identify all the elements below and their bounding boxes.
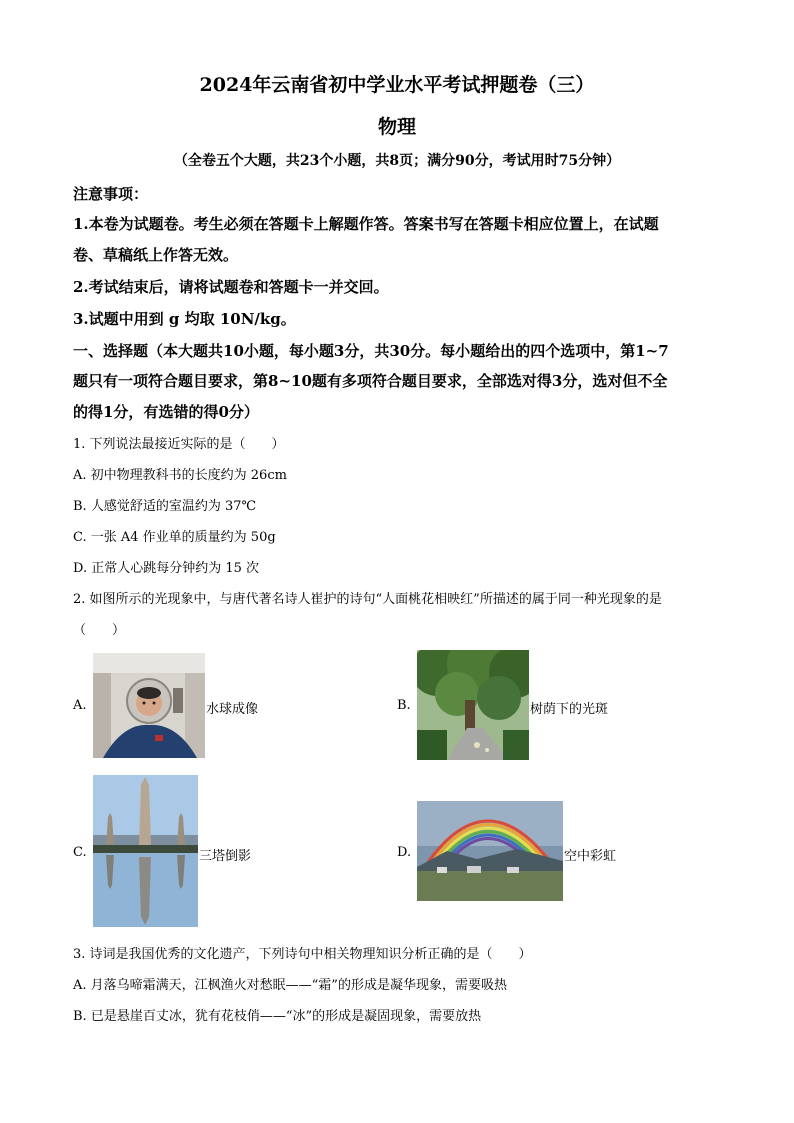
q2-option-d-caption: 空中彩虹	[564, 849, 617, 864]
q2-option-b-letter: B.	[397, 698, 411, 713]
question-1-option-a: A. 初中物理教科书的长度约为 26cm	[73, 468, 287, 483]
q2-option-c-caption: 三塔倒影	[199, 849, 252, 864]
exam-title: 2024年云南省初中学业水平考试押题卷（三）	[199, 74, 595, 96]
subject-title: 物理	[377, 116, 416, 138]
section-1-heading-cont: 题只有一项符合题目要求，第8~10题有多项符合题目要求，全部选对得3分，选对但不全	[73, 372, 668, 390]
notice-heading: 注意事项：	[73, 185, 149, 203]
question-2-stem-cont: （ ）	[73, 623, 126, 638]
tree-shade-photo-icon	[417, 650, 529, 760]
notice-item-1: 1.本卷为试题卷。考生必须在答题卡上解题作答。答案书写在答题卡相应位置上，在试题	[73, 215, 659, 233]
q2-option-b-caption: 树荫下的光斑	[530, 702, 609, 717]
exam-info: （全卷五个大题，共23个小题，共8页；满分90分，考试用时75分钟）	[173, 153, 621, 169]
three-pagodas-reflection-photo-icon	[93, 775, 198, 927]
question-3-option-b: B. 已是悬崖百丈冰，犹有花枝俏——“冰”的形成是凝固现象，需要放热	[73, 1009, 482, 1024]
question-1-stem: 1. 下列说法最接近实际的是（ ）	[73, 437, 285, 452]
q2-option-a-letter: A.	[73, 698, 87, 713]
question-1-option-d: D. 正常人心跳每分钟约为 15 次	[73, 561, 260, 576]
section-1-heading-cont2: 的得1分，有选错的得0分）	[73, 403, 259, 421]
notice-item-3: 3.试题中用到 g 均取 10N/kg。	[73, 310, 296, 328]
q2-option-c-letter: C.	[73, 845, 87, 860]
question-3-stem: 3. 诗词是我国优秀的文化遗产，下列诗句中相关物理知识分析正确的是（ ）	[73, 947, 532, 962]
question-3-option-a: A. 月落乌啼霜满天，江枫渔火对愁眠——“霜”的形成是凝华现象，需要吸热	[73, 978, 507, 993]
notice-item-2: 2.考试结束后，请将试题卷和答题卡一并交回。	[73, 278, 389, 296]
question-1-option-c: C. 一张 A4 作业单的质量约为 50g	[73, 530, 276, 545]
q2-option-a-caption: 水球成像	[206, 702, 259, 717]
question-2-stem: 2. 如图所示的光现象中，与唐代著名诗人崔护的诗句“人面桃花相映红”所描述的属于同一种光现象的是	[73, 592, 662, 607]
q2-option-d-letter: D.	[397, 845, 412, 860]
astronaut-water-ball-photo-icon	[93, 653, 205, 758]
question-1-option-b: B. 人感觉舒适的室温约为 37℃	[73, 499, 257, 514]
notice-item-1-cont: 卷、草稿纸上作答无效。	[73, 246, 239, 264]
section-1-heading: 一、选择题（本大题共10小题，每小题3分，共30分。每小题给出的四个选项中，第1~7	[73, 342, 669, 360]
rainbow-photo-icon	[417, 801, 563, 901]
